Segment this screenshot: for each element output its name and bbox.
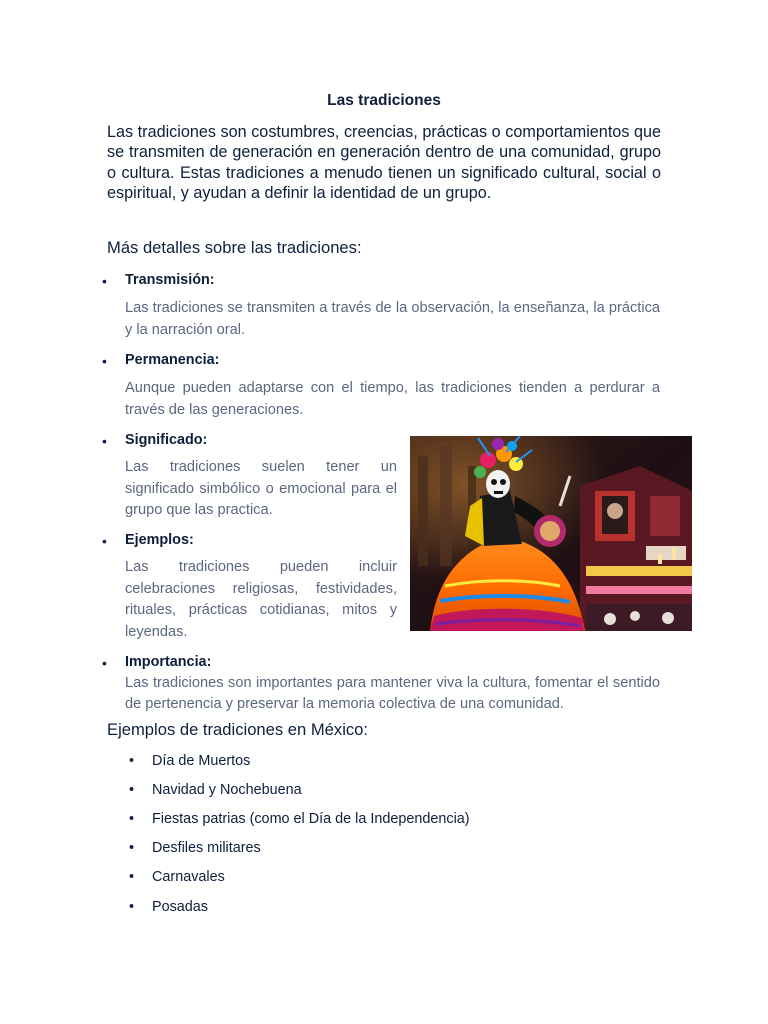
example-item — [129, 753, 250, 769]
bullet-marker: • — [102, 655, 107, 671]
example-label: Navidad y Nochebuena — [152, 782, 302, 798]
example-label: Día de Muertos — [152, 753, 251, 769]
bullet-marker: • — [129, 811, 135, 827]
details-heading: Más detalles sobre las tradiciones: — [107, 238, 362, 257]
detail-text-ejemplos: Las tradiciones pueden incluir celebraciones religiosas, festividades, rituales, prácticas cotidianas, mitos y leyendas. — [125, 559, 397, 640]
detail-label-ejemplos: Ejemplos: — [125, 532, 194, 548]
bullet-marker: • — [129, 869, 135, 885]
examples-heading: Ejemplos de tradiciones en México: — [107, 720, 369, 739]
detail-text-importancia: Las tradiciones son importantes para mantener viva la cultura, fomentar el sentido de pertenencia y preservar la memoria colectiva de una comunidad. — [125, 675, 660, 712]
detail-label-significado: Significado: — [125, 432, 208, 448]
detail-label-transmision: Transmisión: — [125, 272, 215, 288]
example-label: Posadas — [152, 899, 209, 915]
example-item — [129, 811, 470, 827]
bullet-marker: • — [129, 753, 135, 769]
bullet-marker: • — [102, 433, 107, 449]
bullet-marker: • — [102, 533, 107, 549]
example-item — [129, 840, 261, 856]
detail-text-significado: Las tradiciones suelen tener un significado simbólico o emocional para el grupo que las practica. — [125, 459, 397, 518]
intro-paragraph: Las tradiciones son costumbres, creencias, prácticas o comportamientos que se transmiten de generación en generación dentro de una comunidad, grupo o cultura. Estas tradiciones a menudo tienen un significado cultural, social o espiritual, y ayudan a definir la identidad de un grupo. — [107, 123, 661, 202]
detail-label-permanencia: Permanencia: — [125, 352, 220, 368]
detail-text-permanencia: Aunque pueden adaptarse con el tiempo, las tradiciones tienden a perdurar a través de las generaciones. — [125, 380, 660, 418]
bullet-marker: • — [129, 840, 135, 856]
example-label: Carnavales — [152, 869, 225, 885]
catrina-photo — [410, 436, 692, 631]
example-item — [129, 782, 302, 798]
example-item — [129, 899, 208, 915]
example-item — [129, 869, 225, 885]
bullet-marker: • — [129, 782, 135, 798]
bullet-marker: • — [129, 899, 135, 915]
detail-label-importancia: Importancia: — [125, 654, 212, 670]
example-label: Fiestas patrias (como el Día de la Independencia) — [152, 811, 470, 827]
example-label: Desfiles militares — [152, 840, 261, 856]
bullet-marker: • — [102, 273, 107, 289]
bullet-marker: • — [102, 353, 107, 369]
catrina-illustration — [410, 436, 692, 631]
document-title: Las tradiciones — [327, 92, 441, 109]
detail-text-transmision: Las tradiciones se transmiten a través de la observación, la enseñanza, la práctica y la narración oral. — [125, 300, 660, 338]
